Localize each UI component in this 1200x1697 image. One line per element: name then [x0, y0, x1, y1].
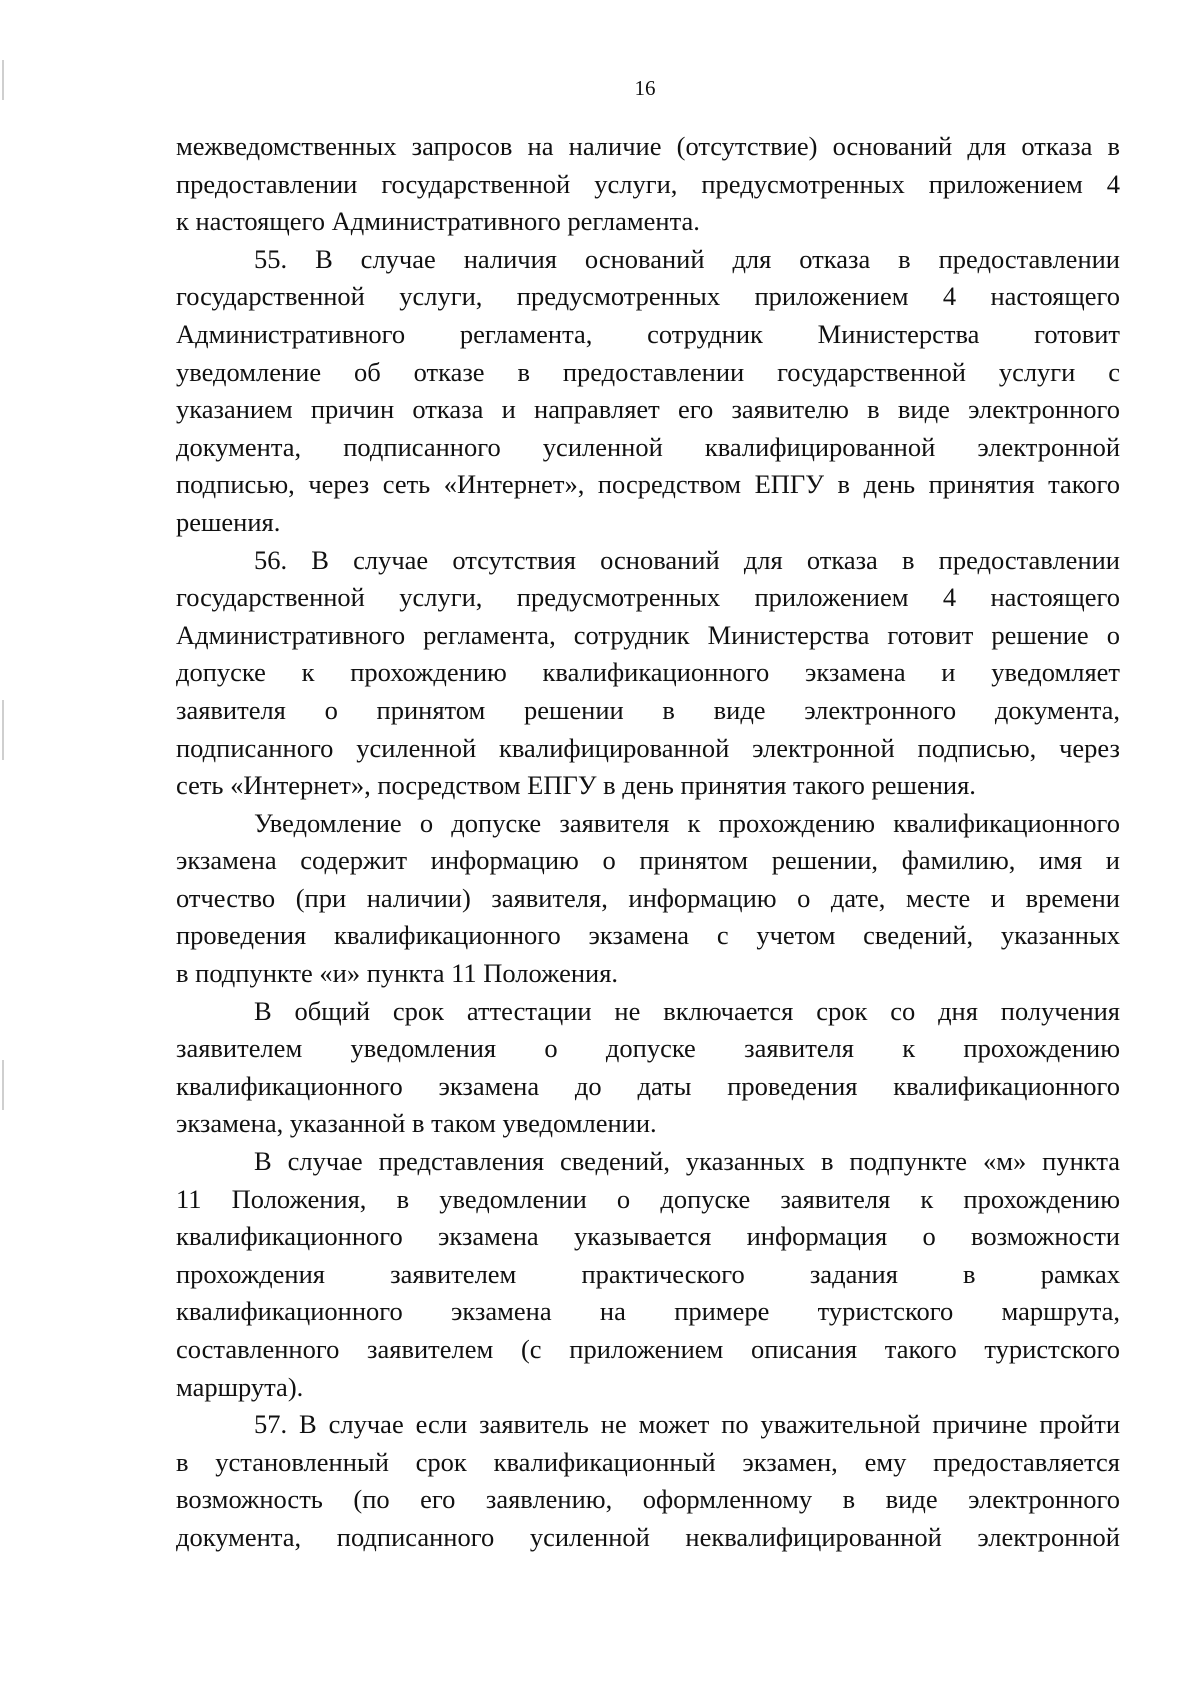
text-line: подписью, через сеть «Интернет», посредством ЕПГУ в день принятия такого [176, 469, 1120, 500]
text-line: отчество (при наличии) заявителя, информацию о дате, месте и времени [176, 882, 1120, 913]
text-line: проведения квалификационного экзамена с учетом сведений, указанных [176, 920, 1120, 951]
text-line: подписанного усиленной квалифицированной электронной подписью, через [176, 732, 1120, 763]
paragraph-55-start: 55. В случае наличия оснований для отказа в предоставлении [254, 243, 1120, 274]
text-line: к настоящего Административного регламента. [176, 206, 700, 237]
document-body [176, 128, 1120, 1557]
page-number: 16 [634, 76, 656, 100]
scan-edge-mark [2, 700, 4, 760]
text-line: квалификационного экзамена указывается информация о возможности [176, 1221, 1120, 1252]
text-line: сеть «Интернет», посредством ЕПГУ в день принятия такого решения. [176, 770, 976, 801]
text-line: маршрута). [176, 1371, 304, 1402]
text-line: экзамена содержит информацию о принятом решении, фамилию, имя и [176, 845, 1120, 876]
text-line: экзамена, указанной в таком уведомлении. [176, 1108, 657, 1139]
text-line: прохождения заявителем практического задания в рамках [176, 1258, 1120, 1289]
text-line: заявителя о принятом решении в виде электронного документа, [176, 694, 1120, 725]
paragraph-route-start: В случае представления сведений, указанных в подпункте «м» пункта [254, 1146, 1120, 1177]
text-line: документа, подписанного усиленной квалифицированной электронной [176, 431, 1120, 462]
text-line: Административного регламента, сотрудник Министерства готовит решение о [176, 619, 1120, 650]
text-line: в подпункте «и» пункта 11 Положения. [176, 958, 619, 989]
text-line: государственной услуги, предусмотренных приложением 4 настоящего [176, 281, 1120, 312]
text-line: заявителем уведомления о допуске заявителя к прохождению [176, 1033, 1120, 1064]
text-line: квалификационного экзамена на примере туристского маршрута, [176, 1296, 1120, 1327]
text-line: Административного регламента, сотрудник Министерства готовит [176, 318, 1120, 349]
text-line: уведомление об отказе в предоставлении государственной услуги с [176, 356, 1120, 387]
text-line: указанием причин отказа и направляет его заявителю в виде электронного [176, 394, 1120, 425]
paragraph-term-start: В общий срок аттестации не включается срок со дня получения [254, 995, 1120, 1026]
text-line: в установленный срок квалификационный экзамен, ему предоставляется [176, 1446, 1120, 1477]
scan-edge-mark [2, 1060, 4, 1110]
text-line: предоставлении государственной услуги, предусмотренных приложением 4 [176, 168, 1120, 199]
paragraph-56-start: 56. В случае отсутствия оснований для отказа в предоставлении [254, 544, 1120, 575]
text-line: возможность (по его заявлению, оформленному в виде электронного [176, 1484, 1120, 1515]
paragraph-notice-start: Уведомление о допуске заявителя к прохождению квалификационного [254, 807, 1120, 838]
text-line: государственной услуги, предусмотренных приложением 4 настоящего [176, 582, 1120, 613]
text-line: допуске к прохождению квалификационного экзамена и уведомляет [176, 657, 1120, 688]
text-line: документа, подписанного усиленной неквалифицированной электронной [176, 1521, 1120, 1552]
text-line: 11 Положения, в уведомлении о допуске заявителя к прохождению [176, 1183, 1120, 1214]
paragraph-57-start: 57. В случае если заявитель не может по уважительной причине пройти [254, 1409, 1120, 1440]
text-line: межведомственных запросов на наличие (отсутствие) оснований для отказа в [176, 131, 1120, 161]
text-line: составленного заявителем (с приложением описания такого туристского [176, 1334, 1120, 1364]
text-line: решения. [176, 506, 281, 537]
text-line: квалификационного экзамена до даты проведения квалификационного [176, 1070, 1120, 1101]
